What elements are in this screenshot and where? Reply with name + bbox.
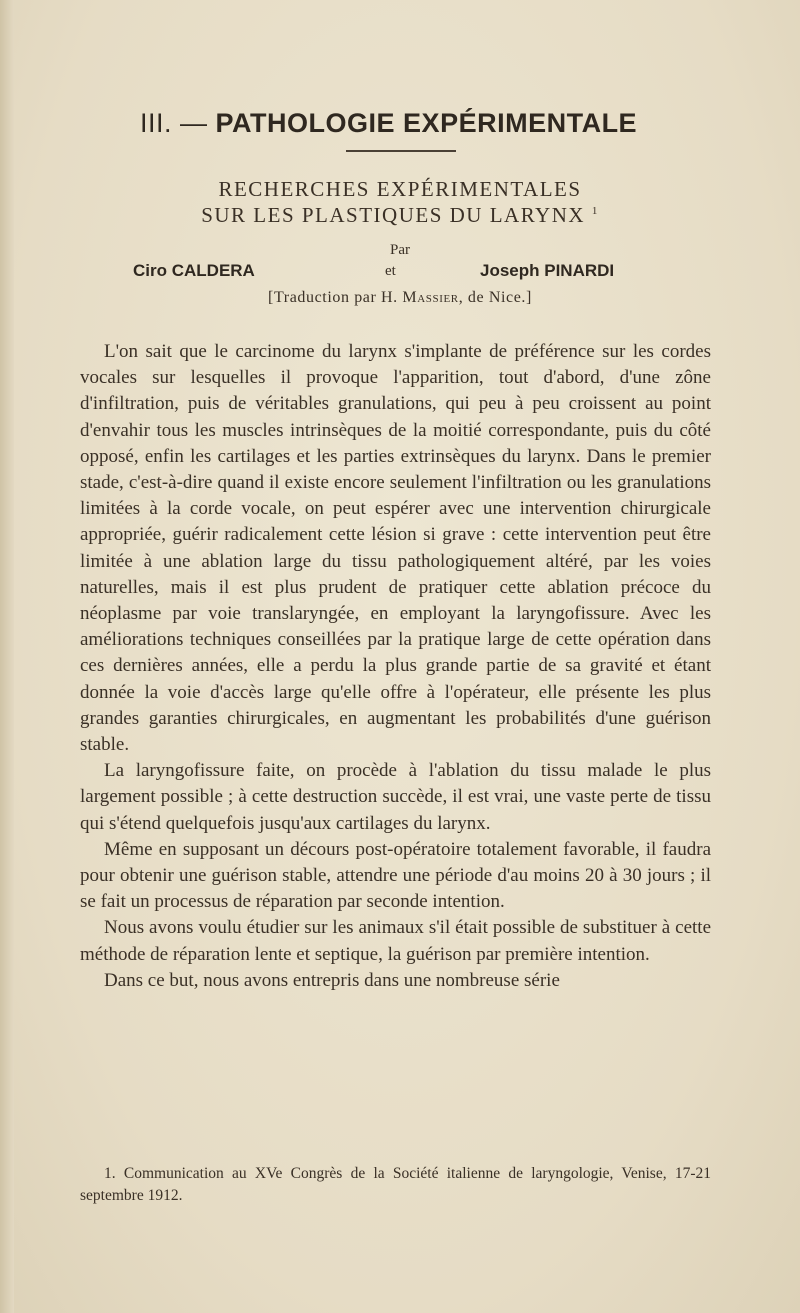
paragraph: Nous avons voulu étudier sur les animaux s'il était possible de substituer à cette méthode de réparation lente et septique, la guérison par première intention. (80, 917, 711, 965)
section-dash: — (180, 108, 208, 138)
footnote-number: 1. (104, 1165, 116, 1182)
translation-credit (80, 289, 720, 307)
byline-par: Par (390, 242, 410, 258)
paragraph: Même en supposant un décours post-opératoire totalement favorable, il faudra pour obtenir une guérison stable, attendre une période d'au moins 20 à 30 jours ; il se fait un processus de réparation par seconde intention. (80, 838, 711, 913)
footnote-reference: 1 (591, 205, 599, 217)
author-conjunction: et (385, 263, 396, 279)
article-title-line-2 (80, 203, 720, 228)
translation-prefix: [Traduction par H. (268, 289, 398, 306)
section-heading (140, 108, 700, 139)
paragraph: Dans ce but, nous avons entrepris dans une nombreuse série (104, 969, 560, 991)
paragraph: L'on sait que le carcinome du larynx s'implante de préférence sur les cordes vocales sur lesquelles il provoque l'apparition, tout d'abord, d'une zône d'infiltration, puis de véritables granulations, qui peu à peu croissent au point d'envahir tous les muscles intrinsèques de la moitié correspondante, puis du côté opposé, enfin les cartilages et les parties extrinsèques du larynx. Dans le premier stade, c'est-à-dire quand il existe encore seulement l'infiltration ou les granulations limitées à la corde vocale, on peut espérer avec une intervention chirurgicale appropriée, guérir radicalement cette lésion si grave : cette intervention peut être limitée à une ablation large du tissu pathologiquement altéré, par les voies naturelles, mais il est plus prudent de pratiquer cette ablation précoce du néoplasme par voie translaryngée, en employant la laryngofissure. Avec les améliorations techniques conseillées par la pratique large de cette opération dans ces dernières années, elle a perdu la plus grande partie de sa gravité et étant donnée la voie d'accès large qu'elle offre à l'opérateur, elle présente les plus grandes garanties chirurgicales, en augmentant les probabilités d'une guérison stable. (80, 341, 711, 756)
footnote (80, 1163, 711, 1207)
author-pinardi: Joseph PINARDI (480, 261, 615, 280)
section-title: PATHOLOGIE EXPÉRIMENTALE (215, 108, 638, 138)
page-edge (0, 0, 14, 1313)
authors-line (0, 261, 800, 285)
title-divider (346, 150, 456, 152)
paragraph: La laryngofissure faite, on procède à l'ablation du tissu malade le plus largement possible ; à cette destruction succède, il est vrai, une vaste perte de tissu qui s'étend quelquefois jusqu'aux cartilages du larynx. (80, 760, 711, 834)
author-caldera: Ciro CALDERA (133, 261, 255, 280)
translation-suffix: , de Nice.] (458, 289, 532, 306)
section-number: III. (140, 108, 173, 138)
translator-name: Massier (402, 289, 459, 306)
article-title-line-1: RECHERCHES EXPÉRIMENTALES (218, 177, 582, 201)
footnote-text: Communication au XVe Congrès de la Société italienne de laryngologie, Venise, 17-21 septembre 1912. (80, 1165, 711, 1204)
article-body (80, 339, 711, 994)
article-title-text: SUR LES PLASTIQUES DU LARYNX (201, 203, 586, 227)
